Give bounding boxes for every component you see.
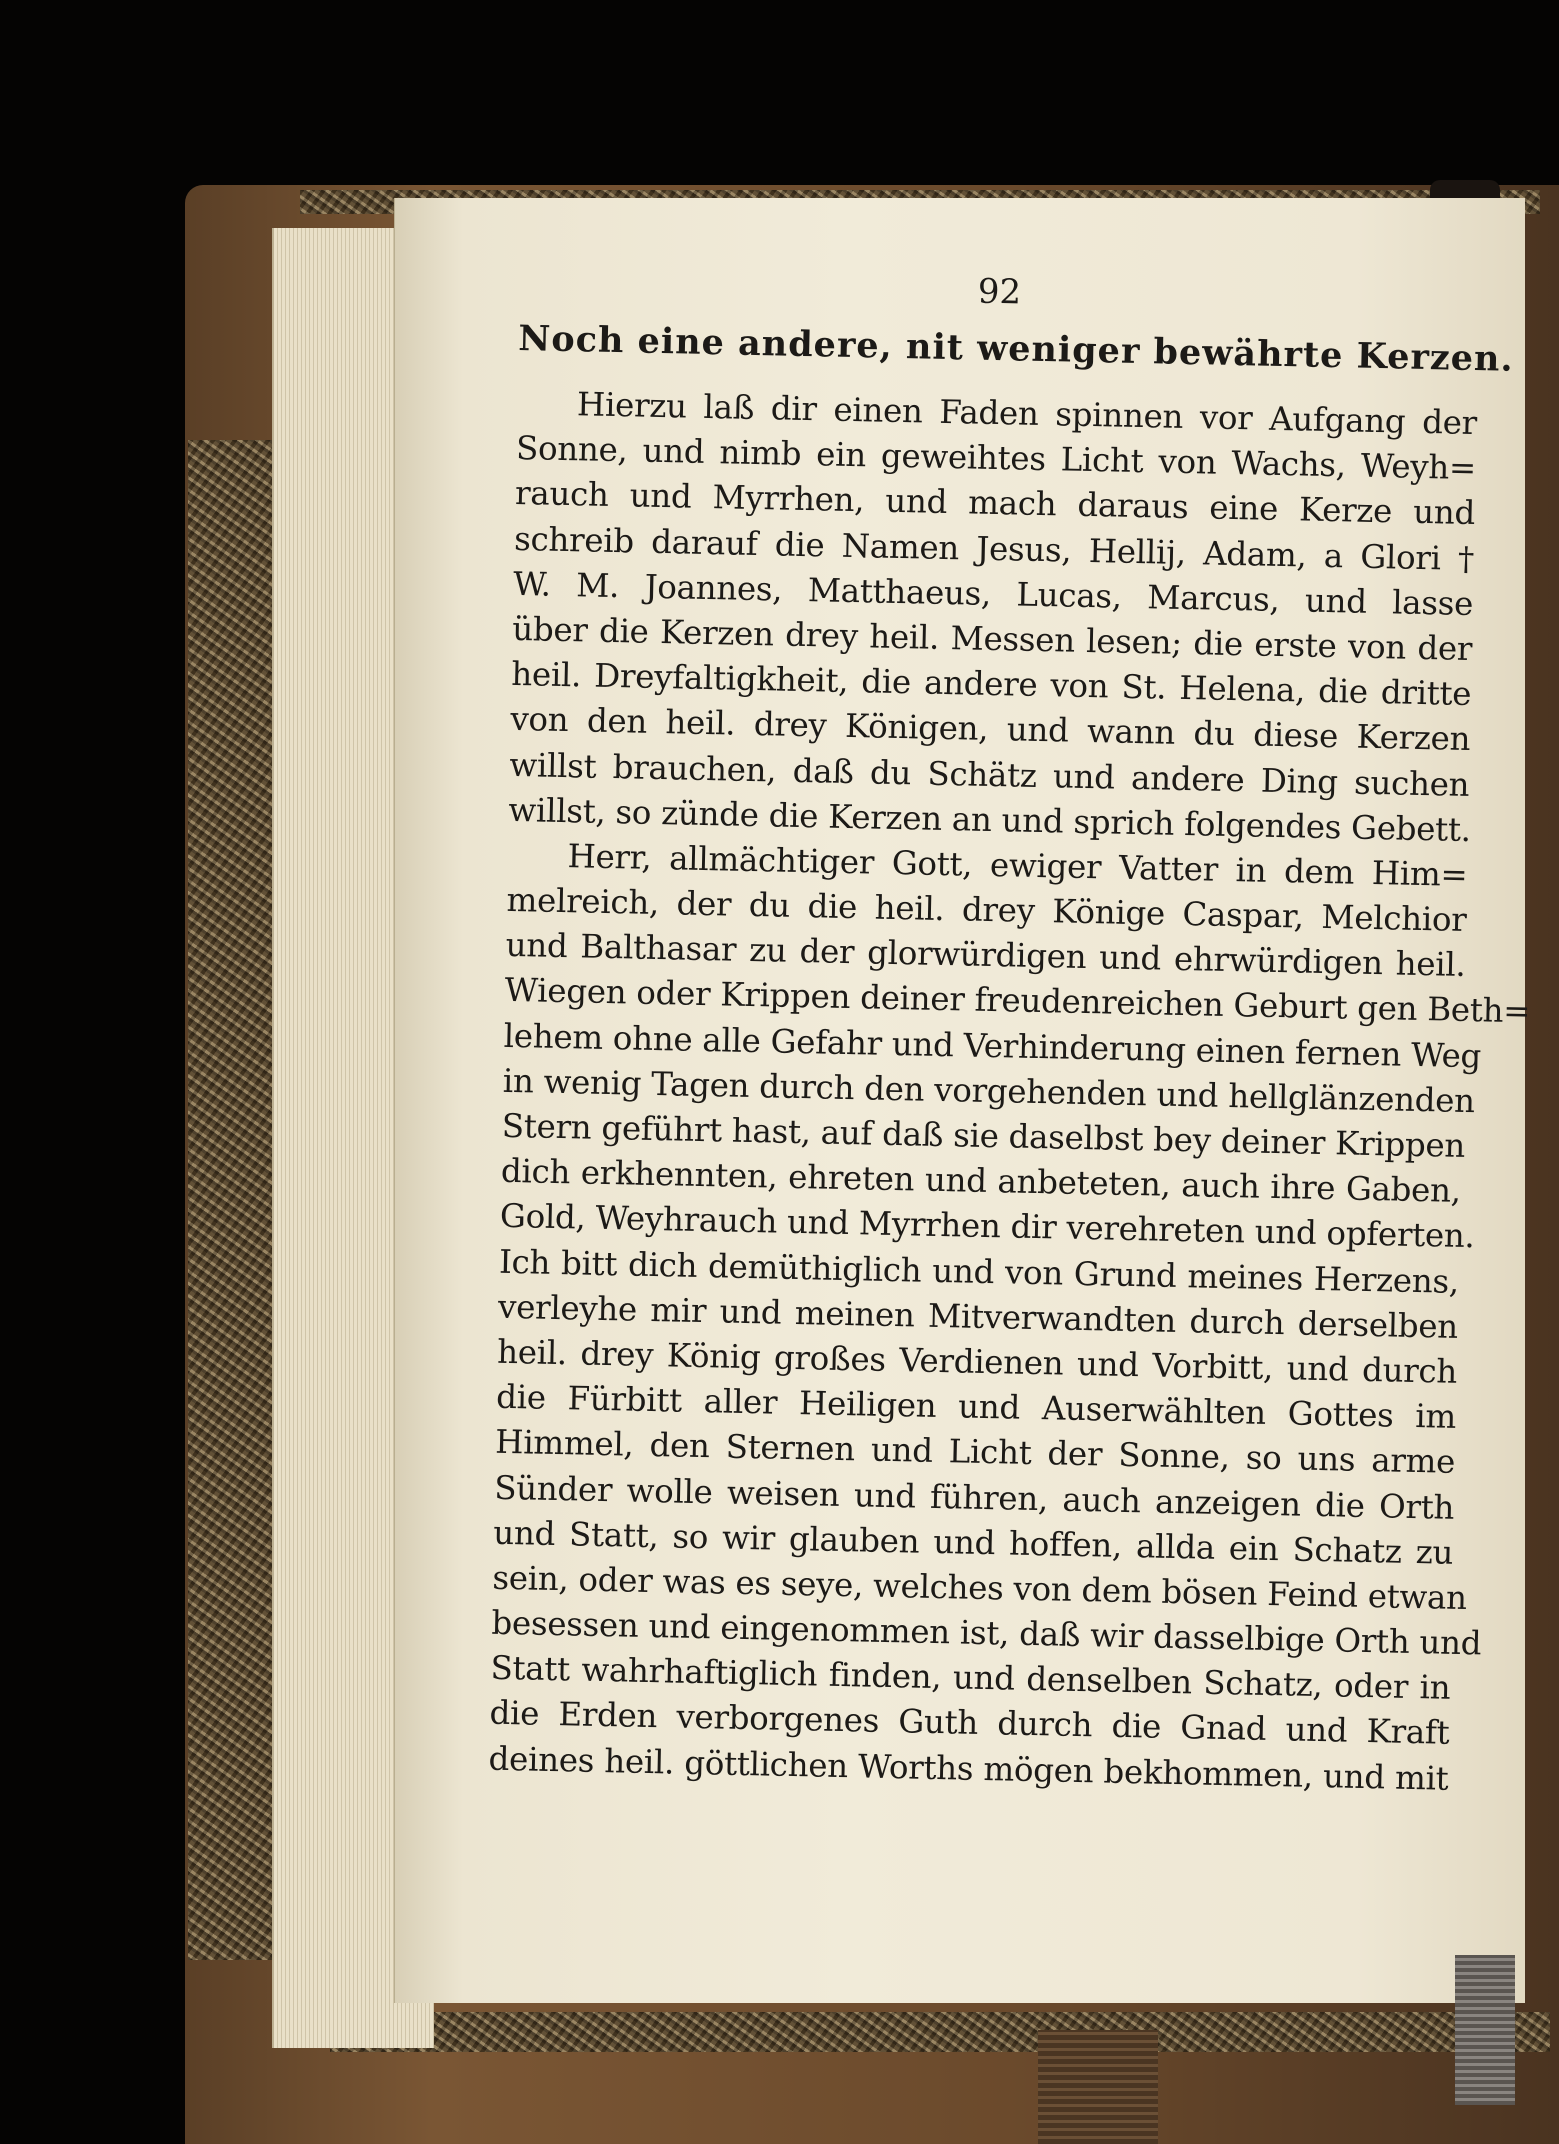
text-line: in wenig Tagen durch den vorgehenden und hellglänzenden: [502, 1061, 1476, 1120]
text-line: Ich bitt dich demüthiglich und von Grund meines Herzens,: [498, 1242, 1460, 1301]
text-line: schreib darauf die Namen Jesus, Hellij, Adam, a Glori †: [513, 519, 1475, 578]
text-line: Statt wahrhaftiglich finden, und denselben Schatz, oder in: [490, 1648, 1451, 1708]
text-line: und Balthasar zu der glorwürdigen und ehrwürdigen heil.: [505, 926, 1466, 985]
paragraph-1: [508, 381, 1477, 853]
text-line: rauch und Myrrhen, und mach daraus eine Kerze und: [514, 474, 1476, 533]
paragraph-2: [488, 833, 1531, 1802]
text-line: deines heil. göttlichen Worths mögen bekhommen, und mit: [488, 1739, 1449, 1798]
section-heading: Noch eine andere, nit weniger bewährte Kerzen.: [517, 317, 1515, 380]
text-line: melreich, der du die heil. drey Könige Caspar, Melchior: [506, 880, 1467, 940]
marbled-edge-left: [188, 440, 283, 1960]
text-line: die Fürbitt aller Heiligen und Auserwählten Gottes im: [495, 1377, 1457, 1436]
marbled-edge-bottom: [330, 2012, 1550, 2052]
page-text-block: [485, 262, 1531, 1932]
text-line: sein, oder was es seye, welches von dem bösen Feind etwan: [492, 1558, 1468, 1617]
text-line: die Erden verborgenes Guth durch die Gnad und Kraft: [489, 1694, 1450, 1753]
text-line: Herr, allmächtiger Gott, ewiger Vatter in dem Him=: [567, 837, 1468, 894]
text-line: dich erkhennten, ehreten und anbeteten, auch ihre Gaben,: [500, 1151, 1462, 1211]
text-line: von den heil. drey Königen, und wann du diese Kerzen: [510, 700, 1471, 759]
text-line: Gold, Weyhrauch und Myrrhen dir verehreten und opferten.: [499, 1197, 1475, 1256]
text-line: besessen und eingenommen ist, daß wir dasselbige Orth und: [491, 1603, 1482, 1663]
page-number: 92: [977, 271, 1022, 313]
bookmark-ribbon: [1038, 2030, 1158, 2144]
text-line: lehem ohne alle Gefahr und Verhinderung einen fernen Weg: [503, 1016, 1482, 1075]
text-line: Himmel, den Sternen und Licht der Sonne, so uns arme: [494, 1423, 1456, 1482]
text-line: Wiegen oder Krippen deiner freudenreichen Geburt gen Beth=: [504, 971, 1531, 1031]
text-line: über die Kerzen drey heil. Messen lesen; die erste von der: [511, 609, 1473, 668]
text-line: heil. drey König großes Verdienen und Vorbitt, und durch: [496, 1332, 1458, 1391]
text-line: und Statt, so wir glauben und hoffen, allda ein Schatz zu: [492, 1513, 1454, 1572]
text-line: Stern geführt hast, auf daß sie daselbst bey deiner Krippen: [501, 1106, 1466, 1165]
text-line: W. M. Joannes, Matthaeus, Lucas, Marcus, und lasse: [512, 564, 1474, 623]
text-line: Sünder wolle weisen und führen, auch anzeigen die Orth: [493, 1468, 1455, 1527]
text-line: Sonne, und nimb ein geweihtes Licht von Wachs, Weyh=: [515, 429, 1477, 488]
text-line: heil. Dreyfaltigkheit, die andere von St. Helena, die dritte: [510, 655, 1472, 714]
text-line: willst, so zünde die Kerzen an und sprich folgendes Gebett.: [508, 790, 1472, 849]
bookmark-ribbon-secondary: [1455, 1955, 1515, 2105]
text-line: verleyhe mir und meinen Mitverwandten durch derselben: [497, 1287, 1459, 1346]
text-line: Hierzu laß dir einen Faden spinnen vor Aufgang der: [576, 385, 1478, 443]
text-line: willst brauchen, daß du Schätz und andere Ding suchen: [509, 745, 1470, 804]
